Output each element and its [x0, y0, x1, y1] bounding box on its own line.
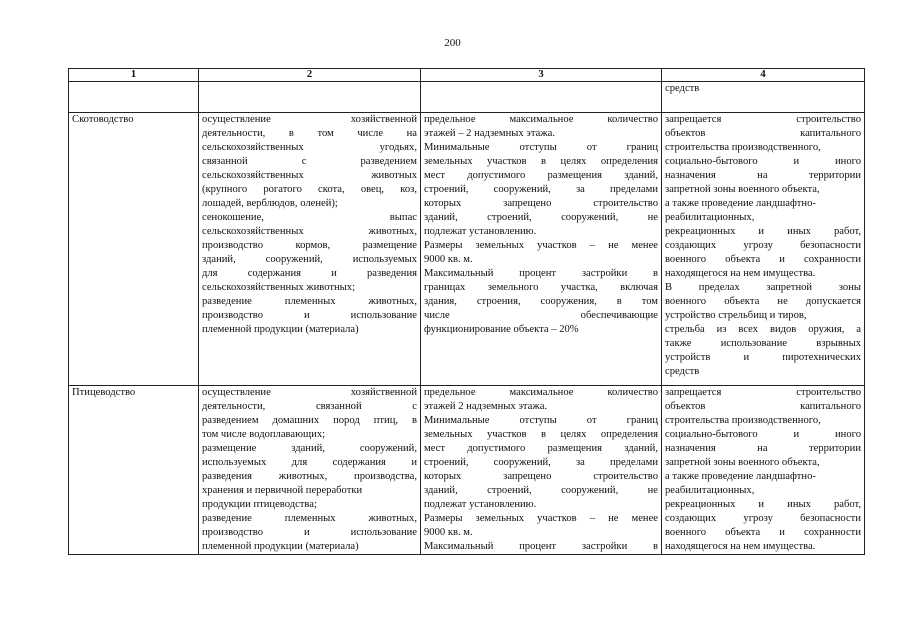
column-number-3: 3	[421, 69, 662, 82]
cell-text-line: здания, строения, сооружения, в том	[424, 296, 658, 307]
cell-text-line: продукции птицеводства;	[202, 499, 317, 510]
cell-text-line: назначения на территории	[665, 443, 861, 454]
cell-text-line: племенной продукции (материала)	[202, 324, 359, 335]
column-number-1: 1	[69, 69, 199, 82]
page-number: 200	[444, 37, 461, 49]
cell-text-line: 9000 кв. м.	[424, 527, 473, 538]
cell-text-line: назначения на территории	[665, 170, 861, 181]
cell-text-line: военного объекта не допускается	[665, 296, 861, 307]
use-type-name: Птицеводство	[69, 386, 199, 555]
cell-text-line: рекреационных и иных работ,	[665, 499, 861, 510]
cell-text-line: (крупного рогатого скота, овец, коз,	[202, 184, 417, 195]
table-row	[69, 113, 865, 386]
cell-text-line: функционирование объекта – 20%	[424, 324, 579, 335]
cell-text-line: числе обеспечивающие	[424, 310, 658, 321]
cell-text-line: границах земельного участка, включая	[424, 282, 658, 293]
cell-text-line: строительства производственного,	[665, 415, 821, 426]
cell-text-line: а также проведение ландшафтно-	[665, 198, 816, 209]
cell-text-line: создающих угрозу безопасности	[665, 240, 861, 251]
cell-text-line: размещение зданий, сооружений,	[202, 443, 417, 454]
continuation-row	[69, 82, 865, 113]
cell-text-line: мест допустимого размещения зданий,	[424, 443, 658, 454]
continuation-cell-2	[199, 82, 421, 113]
cell-text-line: подлежат установлению.	[424, 226, 537, 237]
cell-text-line: реабилитационных,	[665, 212, 755, 223]
cell-text-line: лошадей, верблюдов, оленей);	[202, 198, 338, 209]
cell-text-line: деятельности, связанной с	[202, 401, 417, 412]
cell-text-line: сельскохозяйственных угодьях,	[202, 142, 417, 153]
cell-text-line: средств	[665, 366, 700, 377]
cell-text-line: строений, сооружений, за пределами	[424, 184, 658, 195]
cell-text-line: военного объекта и сохранности	[665, 527, 861, 538]
cell-text-line: подлежат установлению.	[424, 499, 537, 510]
cell-text-line: запретной зоны военного объекта,	[665, 457, 820, 468]
cell-text-line: сельскохозяйственных животных;	[202, 282, 356, 293]
cell-text-line: а также проведение ландшафтно-	[665, 471, 816, 482]
continuation-cell-4: средств	[662, 82, 865, 113]
cell-text-line: разведения животных, производства,	[202, 471, 417, 482]
continuation-cell-1	[69, 82, 199, 113]
cell-text-line: запрещается строительство	[665, 114, 861, 125]
cell-text-line: 9000 кв. м.	[424, 254, 473, 265]
cell-text-line: предельное максимальное количество	[424, 387, 658, 398]
cell-text-line: деятельности, в том числе на	[202, 128, 417, 139]
cell-text-line: Минимальные отступы от границ	[424, 415, 658, 426]
cell-text-line: создающих угрозу безопасности	[665, 513, 861, 524]
cell-text-line: связанной с разведением	[202, 156, 417, 167]
cell-text-line: объектов капитального	[665, 401, 861, 412]
cell-text-line: предельное максимальное количество	[424, 114, 658, 125]
cell-text-line: производство кормов, размещение	[202, 240, 417, 251]
continuation-cell-3	[421, 82, 662, 113]
cell-text-line: этажей – 2 надземных этажа.	[424, 128, 555, 139]
cell-text-line: Размеры земельных участков – не менее	[424, 240, 658, 251]
activities-cell	[199, 386, 421, 555]
cell-text-line: разведение племенных животных,	[202, 296, 417, 307]
activities-cell	[199, 113, 421, 386]
cell-text-line: том числе водоплавающих;	[202, 429, 326, 440]
cell-text-line: социально-бытового и иного	[665, 429, 861, 440]
cell-text-line: зданий, сооружений, используемых	[202, 254, 417, 265]
cell-text-line: устройств и пиротехнических	[665, 352, 861, 363]
cell-text-line: мест допустимого размещения зданий,	[424, 170, 658, 181]
cell-text-line: сельскохозяйственных животных,	[202, 226, 417, 237]
cell-text-line: сельскохозяйственных животных	[202, 170, 417, 181]
cell-text-line: разведением домашних пород птиц, в	[202, 415, 417, 426]
cell-text-line: земельных участков в целях определения	[424, 156, 658, 167]
cell-text-line: устройство стрельбищ и тиров,	[665, 310, 807, 321]
cell-text-line: строительства производственного,	[665, 142, 821, 153]
cell-text-line: которых запрещено строительство	[424, 198, 658, 209]
cell-text-line: строений, сооружений, за пределами	[424, 457, 658, 468]
column-number-2: 2	[199, 69, 421, 82]
cell-text-line: рекреационных и иных работ,	[665, 226, 861, 237]
cell-text-line: Максимальный процент застройки в	[424, 541, 658, 552]
cell-text-line: находящегося на нем имущества.	[665, 268, 816, 279]
cell-text-line: социально-бытового и иного	[665, 156, 861, 167]
restrictions-cell	[662, 113, 865, 386]
parameters-cell	[421, 386, 662, 555]
cell-text-line: осуществление хозяйственной	[202, 387, 417, 398]
cell-text-line: находящегося на нем имущества.	[665, 541, 816, 552]
cell-text-line: производство и использование	[202, 527, 417, 538]
cell-text-line: которых запрещено строительство	[424, 471, 658, 482]
cell-text-line: стрельба из всех видов оружия, а	[665, 324, 861, 335]
cell-text-line: Максимальный процент застройки в	[424, 268, 658, 279]
cell-text-line: реабилитационных,	[665, 485, 755, 496]
cell-text-line: В пределах запретной зоны	[665, 282, 861, 293]
cell-text-line: сенокошение, выпас	[202, 212, 417, 223]
cell-text-line: Минимальные отступы от границ	[424, 142, 658, 153]
cell-text-line: также использование взрывных	[665, 338, 861, 349]
cell-text-line: производство и использование	[202, 310, 417, 321]
cell-text-line: объектов капитального	[665, 128, 861, 139]
cell-text-line: зданий, строений, сооружений, не	[424, 212, 658, 223]
cell-text-line: запретной зоны военного объекта,	[665, 184, 820, 195]
column-number-4: 4	[662, 69, 865, 82]
land-use-table	[68, 68, 865, 555]
parameters-cell	[421, 113, 662, 386]
cell-text-line: для содержания и разведения	[202, 268, 417, 279]
cell-text-line: хранения и первичной переработки	[202, 485, 363, 496]
restrictions-cell	[662, 386, 865, 555]
column-number-row	[69, 69, 865, 82]
cell-text-line: этажей 2 надземных этажа.	[424, 401, 548, 412]
cell-text-line: запрещается строительство	[665, 387, 861, 398]
use-type-name: Скотоводство	[69, 113, 199, 386]
table-row	[69, 386, 865, 555]
cell-text-line: Размеры земельных участков – не менее	[424, 513, 658, 524]
cell-text-line: военного объекта и сохранности	[665, 254, 861, 265]
cell-text-line: осуществление хозяйственной	[202, 114, 417, 125]
cell-text-line: разведение племенных животных,	[202, 513, 417, 524]
cell-text-line: используемых для содержания и	[202, 457, 417, 468]
cell-text-line: племенной продукции (материала)	[202, 541, 359, 552]
cell-text-line: земельных участков в целях определения	[424, 429, 658, 440]
cell-text-line: зданий, строений, сооружений, не	[424, 485, 658, 496]
